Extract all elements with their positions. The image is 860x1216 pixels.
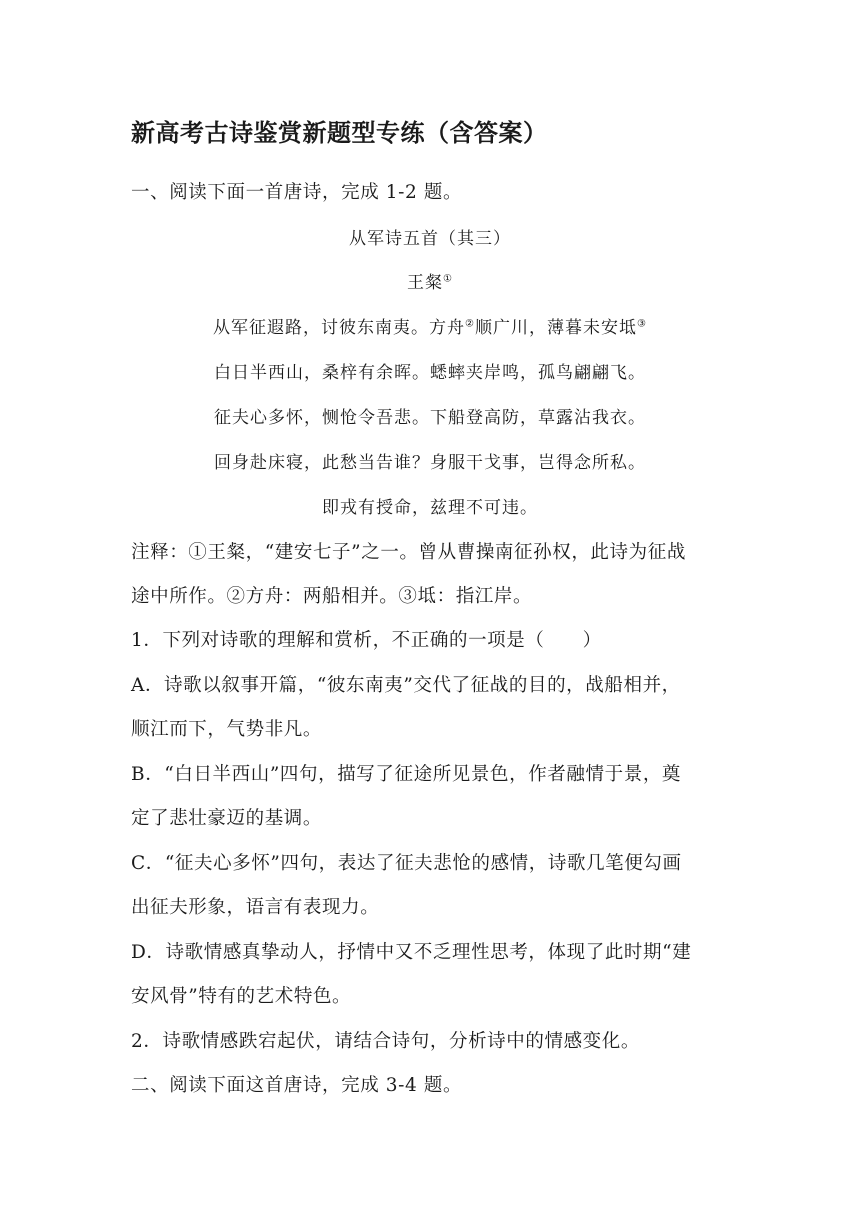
poem-title: 从军诗五首（其三） <box>349 229 511 249</box>
option-a: A．诗歌以叙事开篇，“彼东南夷”交代了征战的目的，战船相并， <box>131 675 681 696</box>
option-d: D．诗歌情感真挚动人，抒情中又不乏理性思考，体现了此时期“建 <box>131 942 692 963</box>
poem-line-text: 从军征遐路，讨彼东南夷。方舟 <box>213 318 466 338</box>
section-2-heading: 二、阅读下面这首唐诗，完成 3-4 题。 <box>131 1075 463 1096</box>
question-2: 2．诗歌情感跌宕起伏，请结合诗句，分析诗中的情感变化。 <box>131 1031 640 1052</box>
notes-text: 途中所作。②方舟：两船相并。③坻：指江岸。 <box>131 586 533 607</box>
notes-text: 注释：①王粲，“建安七子”之一。曾从曹操南征孙权，此诗为征战 <box>131 542 686 563</box>
document-title: 新高考古诗鉴赏新题型专练（含答案） <box>131 119 548 147</box>
poem-line: 即戎有授命，兹理不可违。 <box>322 498 538 518</box>
poem-author-name: 王粲 <box>407 273 444 293</box>
option-d-cont: 安风骨”特有的艺术特色。 <box>131 986 352 1007</box>
section-1-heading: 一、阅读下面一首唐诗，完成 1-2 题。 <box>131 182 463 203</box>
footnote-mark: ① <box>443 273 453 285</box>
poem-author <box>0 268 860 293</box>
poem-line: 征夫心多怀，恻怆令吾悲。下船登高防，草露沾我衣。 <box>214 408 646 428</box>
option-b: B．“白日半西山”四句，描写了征途所见景色，作者融情于景，奠 <box>131 764 682 785</box>
footnote-mark: ② <box>465 318 475 330</box>
poem-line <box>0 313 860 338</box>
option-c-cont: 出征夫形象，语言有表现力。 <box>131 897 380 918</box>
footnote-mark: ③ <box>637 318 647 330</box>
question-1: 1．下列对诗歌的理解和赏析，不正确的一项是（ ） <box>131 630 602 651</box>
poem-line: 回身赴床寝，此愁当告谁？身服干戈事，岂得念所私。 <box>214 453 646 473</box>
poem-line: 白日半西山，桑梓有余晖。蟋蟀夹岸鸣，孤鸟翩翩飞。 <box>214 363 646 383</box>
option-a-cont: 顺江而下，气势非凡。 <box>131 719 323 740</box>
poem-line-text: 顺广川，薄暮未安坻 <box>475 318 637 338</box>
option-c: C．“征夫心多怀”四句，表达了征夫悲怆的感情，诗歌几笔便勾画 <box>131 853 682 874</box>
option-b-cont: 定了悲壮豪迈的基调。 <box>131 808 323 829</box>
